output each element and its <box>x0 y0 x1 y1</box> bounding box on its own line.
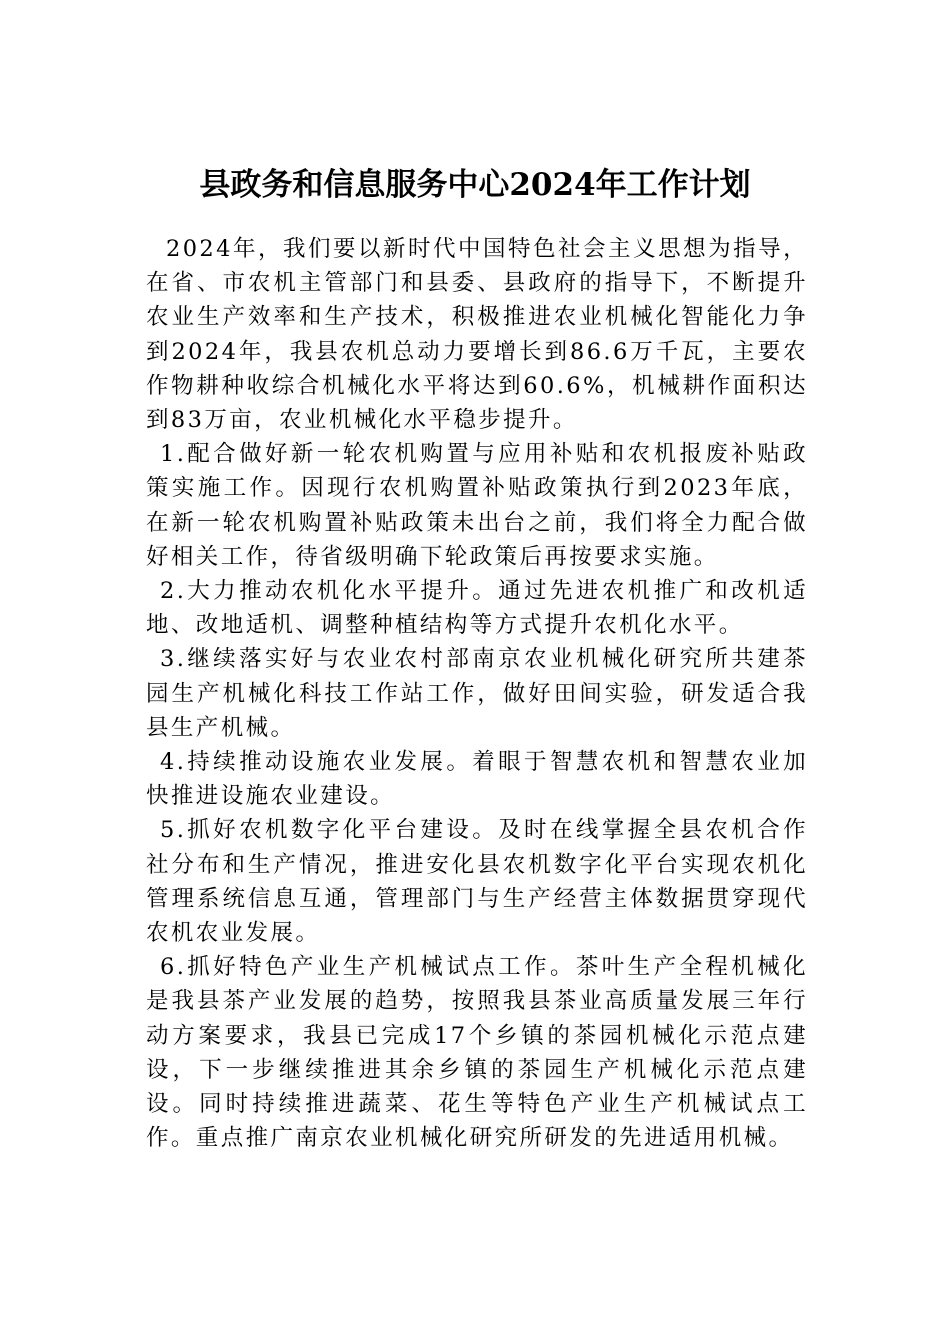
plan-item-6: 6.抓好特色产业生产机械试点工作。茶叶生产全程机械化是我县茶产业发展的趋势，按照我县茶业高质量发展三年行动方案要求，我县已完成17个乡镇的茶园机械化示范点建设，下一步继续推进其余乡镇的茶园生产机械化示范点建设。同时持续推进蔬菜、花生等特色产业生产机械试点工作。重点推广南京农业机械化研究所研发的先进适用机械。 <box>146 954 808 1152</box>
plan-item-5: 5.抓好农机数字化平台建设。及时在线掌握全县农机合作社分布和生产情况，推进安化县农机数字化平台实现农机化管理系统信息互通，管理部门与生产经营主体数据贯穿现代农机农业发展。 <box>146 817 808 947</box>
document-body <box>146 232 808 1155</box>
plan-item-2: 2.大力推动农机化水平提升。通过先进农机推广和改机适地、改地适机、调整种植结构等方式提升农机化水平。 <box>146 578 808 639</box>
plan-item-1: 1.配合做好新一轮农机购置与应用补贴和农机报废补贴政策实施工作。因现行农机购置补贴政策执行到2023年底，在新一轮农机购置补贴政策未出台之前，我们将全力配合做好相关工作，待省级明确下轮政策后再按要求实施。 <box>146 441 808 570</box>
intro-paragraph: 2024年，我们要以新时代中国特色社会主义思想为指导，在省、市农机主管部门和县委、县政府的指导下，不断提升农业生产效率和生产技术，积极推进农业机械化智能化力争到2024年，我县农机总动力要增长到86.6万千瓦，主要农作物耕种收综合机械化水平将达到60.6%，机械耕作面积达到83万亩，农业机械化水平稳步提升。 <box>146 236 808 434</box>
document-title: 县政务和信息服务中心2024年工作计划 <box>199 167 751 203</box>
plan-item-4: 4.持续推动设施农业发展。着眼于智慧农机和智慧农业加快推进设施农业建设。 <box>146 749 808 810</box>
plan-item-3: 3.继续落实好与农业农村部南京农业机械化研究所共建茶园生产机械化科技工作站工作，做好田间实验，研发适合我县生产机械。 <box>146 646 808 741</box>
